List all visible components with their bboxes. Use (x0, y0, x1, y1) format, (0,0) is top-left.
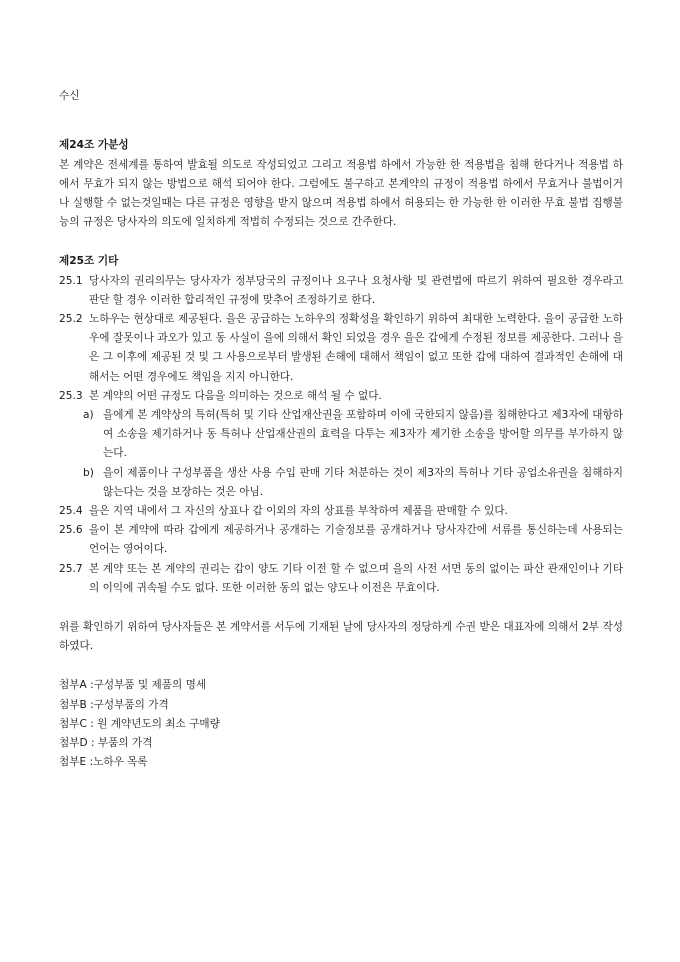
clause-25-3-b (59, 464, 623, 502)
clause-text: 을이 본 계약에 따라 갑에게 제공하거나 공개하는 기술정보를 공개하거나 당사자간에 서류를 통신하는데 사용되는 언어는 영어이다. (89, 524, 623, 556)
clause-25-3 (59, 387, 623, 406)
subclause-text: 을에게 본 계약상의 특허(특허 및 기타 산업재산권을 포함하며 이에 국한되지 않음)를 침해한다고 제3자에 대항하여 소송을 제기하거나 동 특허나 산업재산권의 효력을 다투는 제3자가 제기한 소송을 방어할 의무를 부가하지 않는다. (103, 409, 624, 460)
clause-number: 25.3 (59, 389, 83, 402)
clause-number: 25.4 (59, 505, 83, 518)
clause-number: 25.2 (59, 313, 83, 326)
clause-25-7 (59, 560, 623, 598)
clause-text: 본 계약의 어떤 규정도 다음을 의미하는 것으로 해석 될 수 없다. (89, 389, 382, 402)
clause-number: 25.6 (59, 524, 83, 537)
clause-number: 25.7 (59, 562, 83, 575)
clause-25-4 (59, 502, 623, 521)
clause-25-6 (59, 521, 623, 559)
attachment-b: 첨부B :구성부품의 가격 (59, 698, 169, 711)
closing-statement: 위를 확인하기 위하여 당사자들은 본 계약서를 서두에 기재된 날에 당사자의 정당하게 수권 받은 대표자에 의해서 2부 작성하였다. (59, 621, 623, 653)
contract-page (59, 76, 623, 772)
clause-number: 25.1 (59, 274, 83, 287)
article-24-heading: 제24조 가분성 (59, 139, 129, 152)
clause-text: 본 계약 또는 본 계약의 권리는 갑이 양도 기타 이전 할 수 없으며 을의 사전 서면 동의 없이는 파산 관재인이나 기타의 이익에 귀속될 수도 없다. 또한 이러한 동의 없는 양도나 이전은 무효이다. (89, 562, 623, 594)
clause-25-2 (59, 310, 623, 387)
recipient-label: 수신 (59, 89, 80, 102)
subclause-label: b) (83, 466, 94, 479)
attachment-a: 첨부A :구성부품 및 제품의 명세 (59, 679, 207, 692)
attachment-e: 첨부E :노하우 목록 (59, 756, 148, 769)
subclause-text: 을이 제품이나 구성부품을 생산 사용 수입 판매 기타 처분하는 것이 제3자의 특허나 기타 공업소유권을 침해하지 않는다는 것을 보장하는 것은 아님. (103, 466, 623, 498)
clause-25-3-a (59, 406, 623, 464)
clause-25-1 (59, 272, 623, 310)
attachment-c: 첨부C : 원 계약년도의 최소 구매량 (59, 717, 220, 730)
clause-text: 을은 지역 내에서 그 자신의 상표나 갑 이외의 자의 상표를 부착하여 제품을 판매할 수 있다. (89, 505, 508, 518)
article-24-text: 본 계약은 전세계를 통하여 발효될 의도로 작성되었고 그리고 적용법 하에서 가능한 한 적용법을 침해 한다거나 적용법 하에서 무효가 되지 않는 방법으로 해석 되어야 한다. 그럼에도 불구하고 본계약의 규정이 적용법 하에서 무효거나 불법이거나 실행할 수 없는것일때는 다른 규정은 영향을 받지 않으며 적용법 하에서 허용되는 한 가능한 한 이러한 무효 불법 집행불능의 규정은 당사자의 의도에 일치하게 적법히 수정되는 것으로 간주한다. (59, 158, 623, 229)
subclause-label: a) (83, 409, 94, 422)
clause-text: 노하우는 현상대로 제공된다. 을은 공급하는 노하우의 정확성을 확인하기 위하여 최대한 노력한다. 을이 공급한 노하우에 잘못이나 과오가 있고 동 사실이 을에 의해서 확인 되었을 경우 을은 갑에게 수정된 정보를 제공한다. 그러나 을은 그 이후에 제공된 것 및 그 사용으로부터 발생된 손해에 대해서 책임이 없고 또한 갑에 대하여 결과적인 손해에 대해서는 어떤 경우에도 책임을 지지 아니한다. (89, 313, 623, 383)
attachment-d: 첨부D : 부품의 가격 (59, 737, 153, 750)
clause-text: 당사자의 권리의무는 당사자가 정부당국의 규정이나 요구나 요청사항 및 관련법에 따르기 위하여 필요한 경우라고 판단 할 경우 이러한 합리적인 규정에 맞추어 조정하기로 한다. (89, 274, 623, 306)
article-25-heading: 제25조 기타 (59, 255, 119, 268)
